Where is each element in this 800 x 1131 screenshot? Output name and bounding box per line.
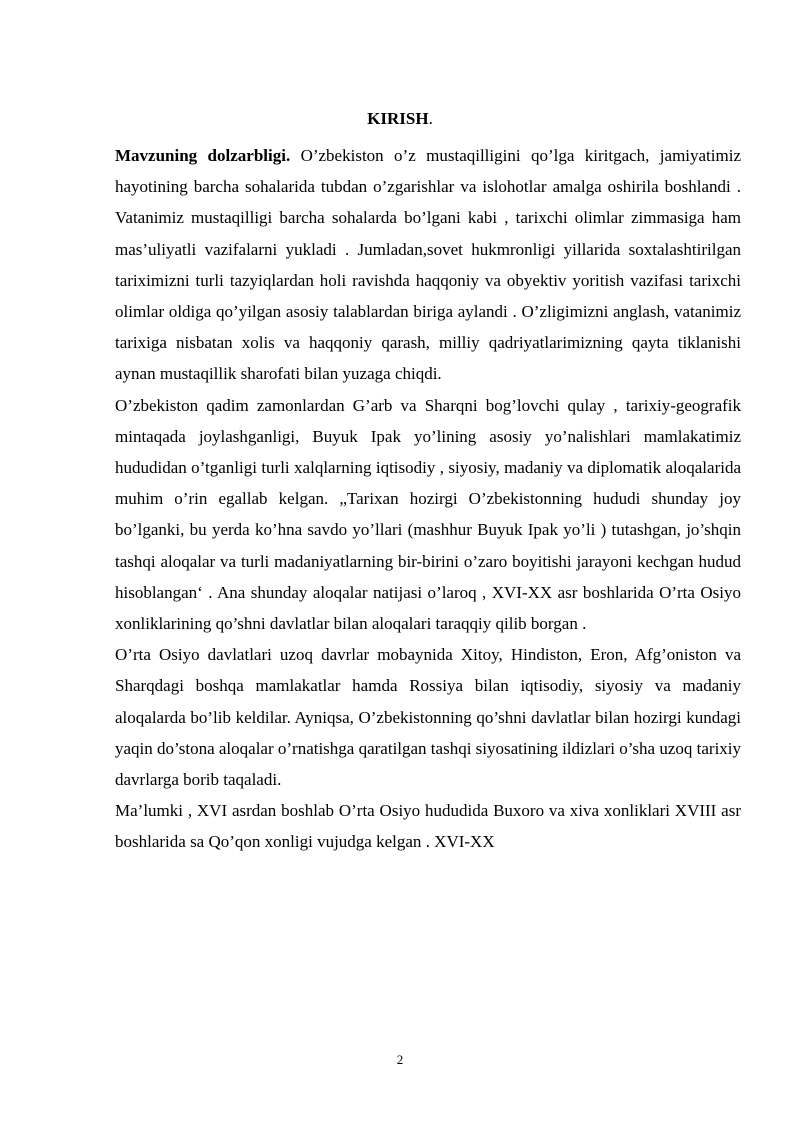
body-text xyxy=(115,140,741,858)
paragraph-text: O’zbekiston qadim zamonlardan G’arb va Sharqni bog’lovchi qulay , tarixiy-geografik mintaqada joylashganligi, Buyuk Ipak yo’lining asosiy yo’nalishlari mamlakatimiz hududidan o’tganligi turli xalqlarning iqtisodiy , siyosiy, madaniy va diplomatik aloqalarida muhim o’rin egallab kelgan. „Tarixan hozirgi O’zbekistonning hududi shunday joy bo’lganki, bu yerda ko’hna savdo yo’llari (mashhur Buyuk Ipak yo’li ) tutashgan, jo’shqin tashqi aloqalar va turli madaniyatlarning bir-birini o’zaro boyitishi jarayoni kechgan hudud hisoblangan‘ . Ana shunday aloqalar natijasi o’laroq , XVI-XX asr boshlarida O’rta Osiyo xonliklarining qo’shni davlatlar bilan aloqalari taraqqiy qilib borgan . xyxy=(115,395,741,634)
page-number: 2 xyxy=(396,1052,404,1067)
section-heading: Mavzuning dolzarbligi. xyxy=(115,146,291,165)
paragraph-1 xyxy=(115,140,741,390)
page-title xyxy=(0,108,800,130)
paragraph-text: O’rta Osiyo davlatlari uzoq davrlar mobaynida Xitoy, Hindiston, Eron, Afg’oniston va Sharqdagi boshqa mamlakatlar hamda Rossiya bilan iqtisodiy, siyosiy va madaniy aloqalarda bo’lib keldilar. Ayniqsa, O’zbekistonning qo’shni davlatlar bilan hozirgi kundagi yaqin do’stona aloqalar o’rnatishga qaratilgan tashqi siyosatining ildizlari o’sha uzoq tarixiy davrlarga borib taqaladi. xyxy=(115,645,742,790)
paragraph-text: Ma’lumki , XVI asrdan boshlab O’rta Osiyo hududida Buxoro va xiva xonliklari XVIII asr boshlarida sa Qo’qon xonligi vujudga kelgan . XVI-XX xyxy=(115,801,741,852)
paragraph-2 xyxy=(115,390,741,640)
paragraph-3 xyxy=(115,639,741,795)
paragraph-text: O’zbekiston o’z mustaqilligini qo’lga kiritgach, jamiyatimiz hayotining barcha sohalarida tubdan o’zgarishlar va islohotlar amalga oshirila boshlandi . Vatanimiz mustaqilligi barcha sohalarda bo’lgani kabi , tarixchi olimlar zimmasiga ham mas’uliyatli vazifalarni yukladi . Jumladan,sovet hukmronligi yillarida soxtalashtirilgan tariximizni turli tazyiqlardan holi ravishda haqqoniy va obyektiv yoritish vazifasi tarixchi olimlar oldiga qo’yilgan asosiy talablardan biriga aylandi . O’zligimizni anglash, vatanimiz tarixiga nisbatan xolis va haqqoniy qarash, milliy qadriyatlarimizning qayta tiklanishi aynan mustaqillik sharofati bilan yuzaga chiqdi. xyxy=(115,146,741,384)
paragraph-4 xyxy=(115,795,741,857)
title-text: KIRISH xyxy=(367,109,429,128)
title-punctuation: . xyxy=(428,109,433,128)
